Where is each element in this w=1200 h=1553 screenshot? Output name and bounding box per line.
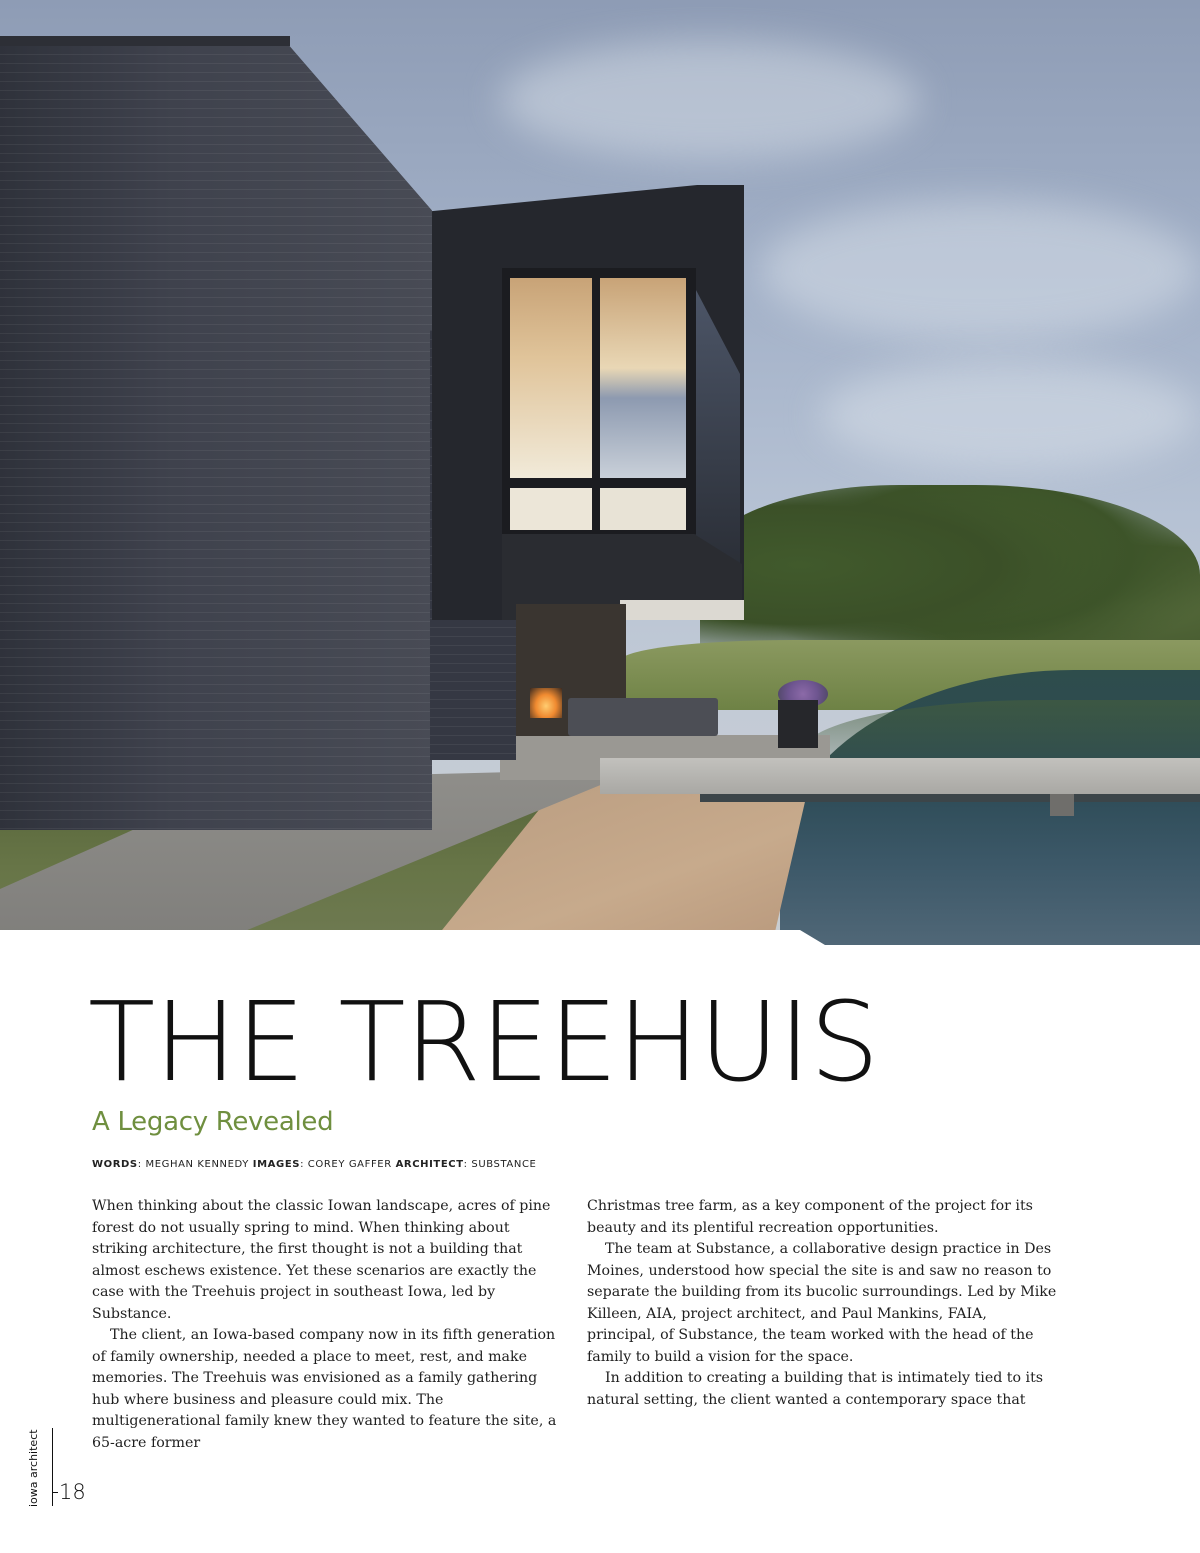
architect-value: : SUBSTANCE: [463, 1159, 537, 1170]
fireplace: [530, 688, 562, 718]
article-credits: [92, 1157, 536, 1173]
article-title: THE TREEHUIS: [88, 978, 879, 1106]
images-value: : COREY GAFFER: [300, 1159, 392, 1170]
outdoor-sofa: [568, 698, 718, 736]
dock: [600, 758, 1200, 794]
words-value: : MEGHAN KENNEDY: [137, 1159, 250, 1170]
paragraph: Christmas tree farm, as a key component of the project for its beauty and its plentiful recreation opportunities.: [587, 1198, 1033, 1236]
folio-rule: [52, 1428, 53, 1506]
body-column-1: [92, 1196, 562, 1454]
brick-volume: [0, 36, 432, 830]
words-label: WORDS: [92, 1159, 138, 1170]
planter: [778, 700, 818, 748]
images-label: IMAGES: [252, 1159, 301, 1170]
architect-label: ARCHITECT: [395, 1159, 464, 1170]
paragraph: In addition to creating a building that is intimately tied to its natural setting, the client wanted a contemporary space that: [587, 1370, 1044, 1408]
article-subtitle: A Legacy Revealed: [92, 1107, 334, 1137]
paragraph: The client, an Iowa-based company now in its fifth generation of family ownership, needed a place to meet, rest, and make memories. The Treehuis was envisioned as a family gathering hub where business and pleasure could mix. The multigenerational family knew they wanted to feature the site, a 65-acre former: [92, 1327, 557, 1451]
paragraph: When thinking about the classic Iowan landscape, acres of pine forest do not usually spring to mind. When thinking about striking architecture, the first thought is not a building that almost eschews existence. Yet these scenarios are exactly the case with the Treehuis project in southeast Iowa, led by Substance.: [92, 1198, 551, 1322]
page-number: 18: [59, 1480, 86, 1504]
body-column-2: [587, 1196, 1057, 1411]
magazine-name: iowa architect: [27, 1429, 40, 1507]
paragraph: The team at Substance, a collaborative design practice in Des Moines, understood how special the site is and saw no reason to separate the building from its bucolic surroundings. Led by Mike Killeen, AIA, project architect, and Paul Mankins, FAIA, principal, of Substance, the team worked with the head of the family to build a vision for the space.: [587, 1241, 1057, 1365]
